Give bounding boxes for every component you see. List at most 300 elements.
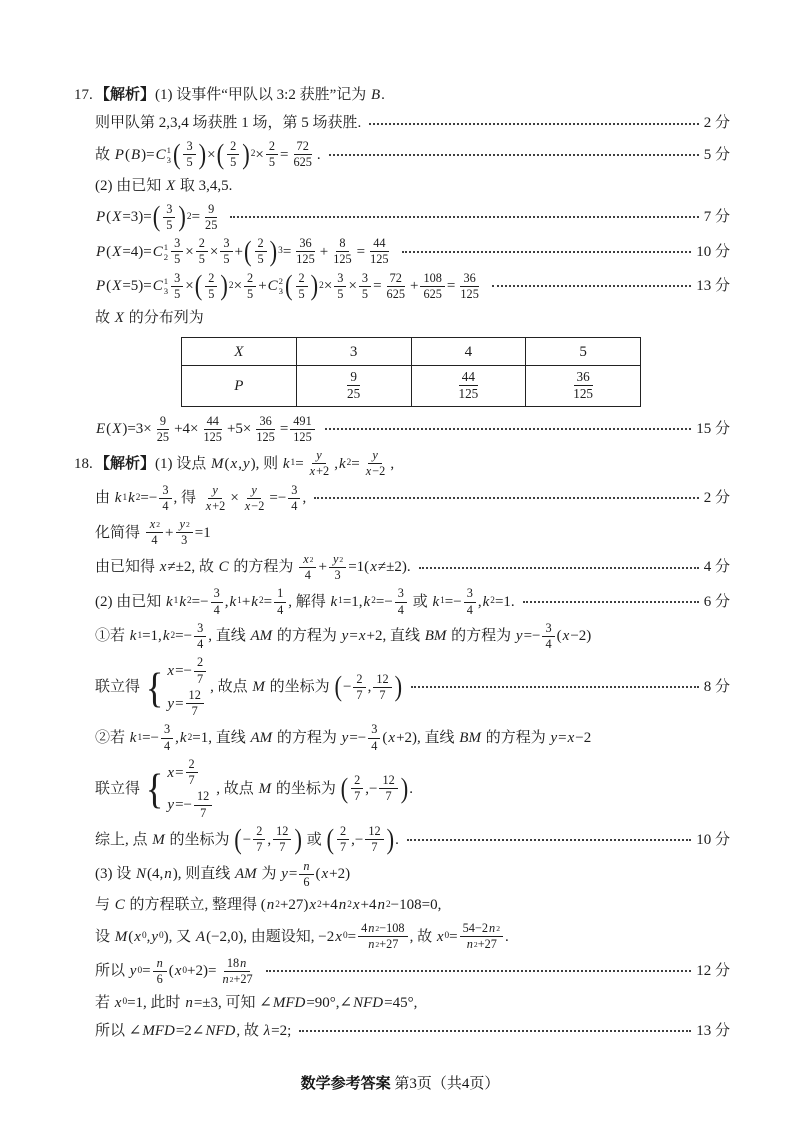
math-variable: B [371,87,381,104]
score-label: 15 分 [696,421,730,438]
math-text: 联立得 [95,679,144,696]
math-text: 2 [188,756,195,771]
fraction [253,415,277,445]
table-cell [296,338,411,366]
dot-leader [329,154,699,156]
math-text: 的方程为 [229,559,298,576]
math-variable: x [309,464,316,479]
denominator [376,688,388,702]
math-text: 4 [151,533,158,548]
fraction [255,237,267,267]
math-text: 的坐标为 [165,831,234,848]
denominator [148,533,160,547]
dot-leader [407,839,691,841]
fraction [183,140,195,170]
math-text: 5 [247,286,254,301]
math-text: =2∠ [175,1022,205,1039]
big-paren-group [194,271,229,303]
math-text: 1 [163,276,169,287]
denominator [290,155,314,169]
math-variable: y [242,455,250,472]
denominator [178,533,190,547]
math-text: + [410,278,419,295]
math-text: 4 [291,498,298,513]
math-text: 18 [226,955,240,970]
problem-number: 18. [74,455,93,472]
math-text: ( [128,928,134,945]
fraction [200,415,224,445]
denominator [255,252,267,266]
math-variable: X [234,343,244,360]
math-text: 取 3,4,5. [176,177,233,194]
math-text: 4 [397,602,404,617]
math-text: 设 [95,928,114,945]
math-text: . [395,831,399,848]
paren-glyph: ( [326,823,334,855]
math-text: ), 则直线 [172,866,235,883]
math-text: 联立得 [95,780,144,797]
math-text: 2 [473,940,478,950]
math-variable: k [179,730,187,747]
math-variable: n [466,937,473,952]
denominator [200,430,224,444]
denominator [266,155,278,169]
math-text: 1 [440,596,445,607]
math-variable: y [341,628,349,645]
paren-glyph: ( [216,138,225,170]
math-text: =− [175,797,192,814]
math-variable: x [244,498,251,513]
math-text: 6 [156,971,163,986]
denominator [241,499,268,513]
line-content [95,895,441,915]
fraction [395,587,407,617]
numerator [334,272,346,287]
math-text: , [238,455,242,472]
fraction [194,622,206,652]
math-text: = [175,764,184,781]
math-variable: n [266,897,275,914]
numerator [387,272,405,287]
math-variable: y [151,928,159,945]
math-text: ( [106,209,112,226]
fraction [464,587,476,617]
math-text: 36 [299,236,312,251]
math-text: =1. [494,593,515,610]
denominator [196,252,208,266]
math-variable: y [167,797,175,814]
math-text: × [323,278,333,295]
math-text: , 直线 [208,628,250,645]
math-text: 0 [159,931,164,942]
line-17-7 [74,271,730,303]
score-label: 5 分 [703,146,730,163]
denominator [296,287,308,301]
math-variable: x [149,517,156,532]
math-text: 与 [95,897,114,914]
line-18-13 [74,921,730,953]
system-row [166,789,214,821]
math-text: 5 [257,252,264,267]
denominator [171,252,183,266]
math-text: 7 [191,704,198,719]
paren-glyph: ( [285,269,293,302]
math-text: − [242,831,252,848]
math-text: = [347,928,357,945]
combination-symbol [152,276,169,297]
comb-indices [279,276,283,297]
score-label: 2 分 [703,490,730,507]
math-text: 5 [208,286,215,301]
fraction [227,140,239,170]
paren-glyph: ( [152,200,161,233]
math-text: 4 [361,921,368,936]
math-text: 2 [170,630,176,641]
math-text: = [142,963,151,980]
paren-glyph: ( [234,823,242,855]
math-text: 625 [386,286,405,301]
math-text: 9 [350,369,357,385]
denominator [300,875,312,889]
math-variable: y [179,517,185,532]
math-text: 0 [342,931,348,942]
math-text: 2 [339,824,347,838]
line-18-15 [74,990,730,1015]
math-text: =− [444,593,462,610]
math-variable: x [167,764,175,781]
math-text: ( [168,963,174,980]
fraction [274,587,286,617]
math-variable: x [174,963,182,980]
math-text: ( [382,730,388,747]
numerator [194,790,212,805]
math-text: ,− [365,780,378,797]
combination-symbol [152,242,169,263]
math-text: 5 [579,343,587,360]
line-content [95,552,411,584]
line-18-12 [74,893,730,918]
fraction [202,484,229,514]
math-variable: k [330,593,338,610]
math-text: = [282,243,292,260]
math-text: =− [142,730,160,747]
math-text: 2 [490,596,495,607]
math-variable: C [267,278,278,295]
numerator [337,825,349,840]
numerator [299,860,313,875]
math-text: +27) [279,897,309,914]
math-text: 3 [278,246,283,257]
numerator [368,449,381,464]
fraction [194,656,206,686]
math-text: (2) 由已知 [95,593,165,610]
system-row [166,655,208,687]
math-text: × [255,146,264,163]
document-body [74,83,730,1043]
math-text: . [409,780,413,797]
math-variable: NFD [205,1022,236,1039]
score-label: 13 分 [696,1022,730,1039]
combination-symbol [267,276,284,297]
fraction [273,825,291,855]
denominator [420,287,444,301]
numerator [266,140,278,155]
math-variable: n [489,921,496,936]
numerator [274,587,286,602]
math-variable: C [114,897,125,914]
math-text: 2 [371,596,376,607]
big-paren-group [333,672,403,704]
math-text: + [165,524,174,541]
math-text: 2 [317,899,322,910]
math-text: 3 [223,236,230,251]
math-text: 54−2 [462,921,489,936]
distribution-table [181,337,641,407]
math-text: 125 [458,386,479,402]
numerator [574,370,593,386]
math-text: 2 [198,236,205,251]
fraction [359,272,371,302]
fraction [334,272,346,302]
numerator [395,587,407,602]
denominator [220,252,232,266]
superscript [156,521,160,529]
math-text: 5 [166,217,173,232]
math-text: = [175,695,184,712]
math-text: (4, [147,866,164,883]
fraction [241,484,268,514]
denominator [542,637,554,651]
math-text: × [207,146,216,163]
math-text: 5 [223,252,230,267]
math-text: 或 [302,831,326,848]
math-variable: y [372,448,378,463]
denominator [189,704,201,718]
math-text: 1 [166,144,171,155]
fraction [373,673,391,703]
math-variable: y [129,963,137,980]
math-variable: k [129,730,137,747]
math-text: −2 [372,464,386,479]
math-text: 2 [346,458,352,469]
numerator [227,140,239,155]
equation-system [146,757,215,821]
math-text: 7 [188,773,195,788]
fraction [244,272,256,302]
math-text: . [381,87,385,104]
math-text: 44 [461,369,475,385]
math-text: 2 [229,974,234,984]
denominator [205,287,217,301]
paren-glyph: ) [310,269,319,302]
denominator [368,739,380,753]
math-variable: P [114,146,124,163]
fraction [299,553,316,583]
score-label: 7 分 [703,209,730,226]
math-text: 的方程为 [481,730,550,747]
math-text: =3)= [122,209,152,226]
table-cell [182,338,297,366]
numerator [220,237,232,252]
fraction [196,237,208,267]
math-text: − [342,679,352,696]
denominator [344,386,363,401]
line-17-6 [74,236,730,268]
math-text: 2 [386,899,391,910]
numerator [171,272,183,287]
math-text: 2 [278,276,284,287]
math-text: 625 [423,286,442,301]
fraction [154,415,172,445]
numerator [208,484,221,499]
numerator [247,484,260,499]
math-variable: x [167,662,175,679]
math-variable: k [363,593,371,610]
math-text: +27 [379,937,399,952]
math-variable: C [218,559,229,576]
line-content [95,113,361,133]
denominator [202,218,220,232]
big-paren-group [243,236,278,268]
numerator [159,484,171,499]
math-text: 若 [95,994,114,1011]
math-text: 7 [379,687,386,702]
math-variable: BM [459,730,481,747]
numerator [186,689,204,704]
bold-text: 【解析】 [95,87,156,104]
denominator [202,499,229,513]
math-text: 12 [368,824,381,838]
math-text: ( [124,146,130,163]
math-text: 1 [338,596,343,607]
math-text: 3 [174,236,181,251]
math-variable: x [567,730,575,747]
math-text: 3 [545,620,552,635]
denominator [330,252,354,266]
math-text: 12 [376,671,389,686]
math-variable: X [166,177,176,194]
math-text: 2 [339,554,344,564]
math-text: 由已知得 [95,559,159,576]
denominator [464,603,476,617]
math-text: 3 [166,201,173,216]
score-label: 12 分 [696,963,730,980]
math-variable: k [166,593,173,610]
denominator [337,840,349,854]
math-variable: P [234,377,244,394]
line-18-2 [74,483,730,515]
math-text: 8 [339,236,346,251]
fraction [460,922,503,952]
math-text: , 故 [409,928,436,945]
fraction [253,825,265,855]
dot-leader [266,970,692,972]
numerator [296,237,314,252]
fraction [365,825,383,855]
denominator [159,499,171,513]
math-text: 491 [293,413,312,428]
math-variable: k [162,628,170,645]
numerator [299,553,316,568]
numerator [186,758,198,773]
math-text: , [267,831,272,848]
footer-page-number: 第3页（共4页） [390,1076,500,1092]
numerator [351,774,363,789]
math-text: , [390,455,395,472]
math-variable: x [159,559,167,576]
numerator [183,140,195,155]
math-variable: x [436,928,444,945]
math-text: =5)= [122,278,152,295]
math-text: =4)= [122,243,152,260]
line-18-10 [74,824,730,856]
math-text: 3 [197,620,204,635]
math-text: 625 [293,155,312,170]
line-content [95,993,417,1013]
line-17-2 [74,111,730,136]
numerator [194,656,206,671]
math-text: 72 [296,139,309,153]
superscript [496,925,500,933]
math-text: 36 [576,369,590,385]
table-cell [411,338,526,366]
math-text: 0 [122,996,128,1007]
math-variable: n [368,937,375,952]
math-text: −108=0, [390,897,442,914]
paren-glyph: ) [394,670,403,703]
line-content [95,956,258,988]
math-text: 2 [257,236,264,251]
paren-glyph: ) [400,772,409,804]
superscript [339,556,343,564]
math-text: = [349,628,358,645]
math-text: , 故点 [216,780,258,797]
math-text: 3 [334,568,341,583]
math-text: 12 [197,789,210,804]
fraction [358,922,408,952]
line-content [95,824,399,856]
math-text: 7 [279,840,286,855]
score-label: 2 分 [703,115,730,132]
math-text: 7 [256,840,263,855]
line-content [95,722,591,754]
math-variable: λ [263,1022,271,1039]
math-text: ≠±2). [377,559,411,576]
paren-glyph: ( [172,138,181,170]
math-text: +2 [316,464,330,479]
math-text: , [175,730,179,747]
math-text: 6 [303,874,310,889]
math-variable: P [96,209,106,226]
math-text: 72 [389,270,402,285]
math-text: 的坐标为 [265,679,334,696]
math-text: . [316,146,321,163]
line-content [95,757,413,821]
score-label: 4 分 [703,559,730,576]
math-text: 0 [444,931,450,942]
math-variable: n [368,921,375,936]
math-variable: x [370,559,377,576]
math-text: 3 [181,533,188,548]
math-text: 2 [375,923,380,933]
denominator [364,937,401,951]
denominator [244,287,256,301]
math-text: 则甲队第 2,3,4 场获胜 1 场，第 5 场获胜. [95,115,362,132]
math-text: , 故点 [210,679,252,696]
math-text: 的方程为 [273,628,341,645]
numerator [211,587,223,602]
math-text: =2; [271,1022,292,1039]
